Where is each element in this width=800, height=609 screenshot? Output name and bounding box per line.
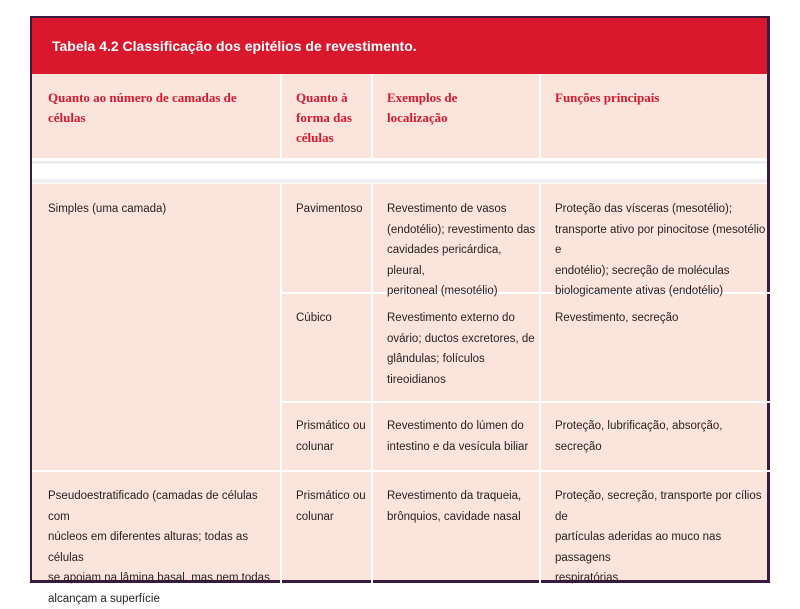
table-frame bbox=[30, 16, 770, 605]
header-examples: Exemplos de localização bbox=[387, 90, 458, 125]
header-functions: Funções principais bbox=[555, 90, 660, 105]
cell-shape-prismatico: Prismático ou colunar bbox=[296, 420, 366, 453]
cell-functions-row2: Revestimento, secreção bbox=[555, 312, 679, 324]
grid-line bbox=[280, 184, 282, 585]
grid-line bbox=[539, 74, 541, 158]
grid-line bbox=[32, 470, 772, 472]
grid-line bbox=[280, 74, 282, 158]
header-layers: Quanto ao número de camadas de células bbox=[48, 90, 237, 125]
grid-line bbox=[539, 184, 541, 585]
header-separator bbox=[32, 158, 767, 184]
grid-line bbox=[280, 401, 772, 403]
cell-shape-prismatico-2: Prismático ou colunar bbox=[296, 490, 366, 523]
cell-shape-cubico: Cúbico bbox=[296, 312, 332, 324]
cell-examples-row2: Revestimento externo do ovário; ductos excretores, de glândulas; folículos tireoidianos bbox=[387, 312, 535, 386]
cell-shape-pavimentoso: Pavimentoso bbox=[296, 203, 363, 215]
header-row bbox=[32, 74, 767, 158]
cell-layers-simple: Simples (uma camada) bbox=[48, 203, 167, 215]
cell-functions-row1: Proteção das vísceras (mesotélio); transporte ativo por pinocitose (mesotélio e endotélio); secreção de moléculas biologicamente ativas (endotélio) bbox=[555, 203, 766, 297]
cell-functions-row4: Proteção, secreção, transporte por cílios de partículas aderidas ao muco nas passagens respiratórias bbox=[555, 490, 762, 584]
cell-examples-row4: Revestimento da traqueia, brônquios, cavidade nasal bbox=[387, 490, 522, 523]
grid-line bbox=[371, 74, 373, 158]
cell-examples-row1: Revestimento de vasos (endotélio); revestimento das cavidades pericárdica, pleural, peritoneal (mesotélio) bbox=[387, 203, 536, 297]
cell-layers-pseudo: Pseudoestratificado (camadas de células com núcleos em diferentes alturas; todas as células se apoiam na lâmina basal, mas nem todas alcançam a superfície bbox=[48, 490, 270, 605]
header-shape: Quanto à forma das células bbox=[296, 90, 352, 145]
table-title: Tabela 4.2 Classificação dos epitélios de revestimento. bbox=[32, 18, 767, 74]
cell-examples-row3: Revestimento do lúmen do intestino e da vesícula biliar bbox=[387, 420, 529, 453]
cell-functions-row3: Proteção, lubrificação, absorção, secreção bbox=[555, 420, 723, 453]
